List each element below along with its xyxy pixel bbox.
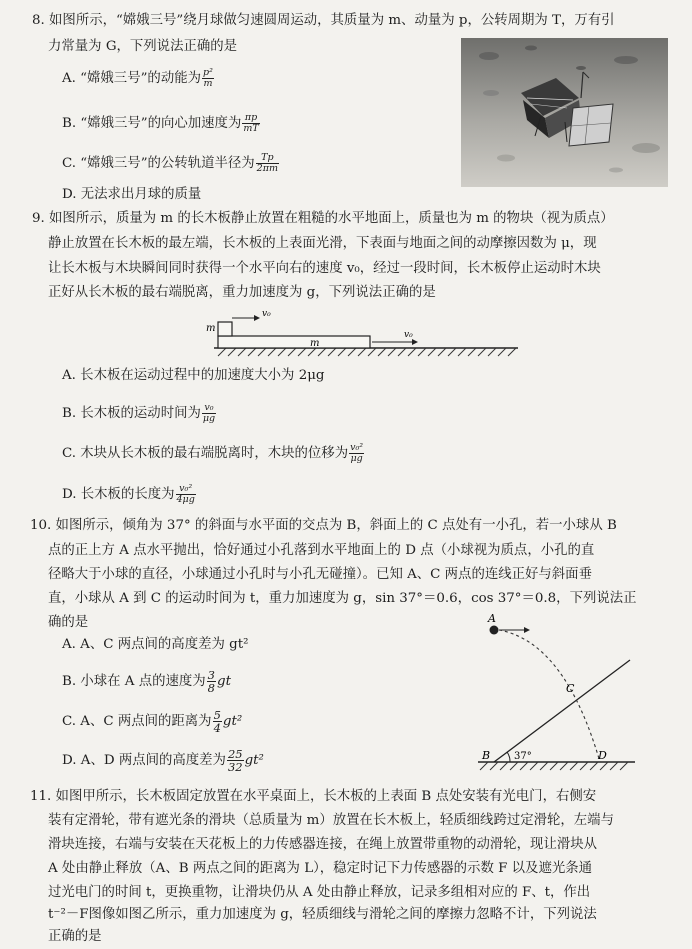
incline-projectile-diagram: [470, 612, 640, 777]
q10-option-d-unit: gt²: [244, 753, 264, 768]
q8-option-b-text: B. “嫦娥三号”的向心加速度为: [62, 116, 242, 131]
q9-option-d[interactable]: [62, 484, 197, 505]
q10-option-c-text: C. A、C 两点间的距离为: [62, 714, 212, 729]
q10-option-d-text: D. A、D 两点间的高度差为: [62, 753, 226, 768]
q8-option-a-text: A. “嫦娥三号”的动能为: [62, 71, 201, 86]
q10-option-b-unit: gt: [217, 674, 231, 689]
point-c-label: C: [566, 682, 575, 695]
q10-option-b-text: B. 小球在 A 点的速度为: [62, 674, 206, 689]
q10-option-b-fraction: $\frac{3}{8}$: [207, 668, 215, 695]
q10-option-b[interactable]: [62, 669, 231, 694]
q8-option-a-fraction: $\frac{\text{p²}}{m}$: [203, 67, 213, 89]
q11-stem-line5: 过光电门的时间 t，更换重物，让滑块仍从 A 处由静止释放，记录多组相对应的 F、t，作出: [48, 885, 591, 900]
angle-arc: [507, 752, 510, 762]
q9-stem-line3: 让长木板与木块瞬间同时获得一个水平向右的速度 v₀，经过一段时间，长木板停止运动时木块: [48, 261, 601, 276]
board-velocity-label: v₀: [404, 330, 413, 340]
q8-option-b[interactable]: [62, 113, 261, 134]
q9-stem-line1: 9. 如图所示，质量为 m 的长木板静止放置在粗糙的水平地面上，质量也为 m 的物块（视为质点）: [32, 211, 614, 226]
q9-option-b-fraction: $\frac{\text{v₀}}{\mu g}$: [202, 402, 216, 424]
q8-option-c-fraction: $\frac{Tp}{2\pi m}$: [256, 152, 278, 174]
ball-a: [490, 626, 499, 635]
small-block: [218, 322, 232, 336]
point-d-label: D: [598, 749, 607, 762]
q9-option-d-fraction: $\frac{\text{v₀²}}{4\mu g}$: [176, 483, 195, 505]
q8-stem-line1: 8. 如图所示，“嫦娥三号”绕月球做匀速圆周运动，其质量为 m、动量为 p，公转周期为 T，万有引: [32, 13, 615, 28]
q10-option-c[interactable]: [62, 709, 242, 734]
point-b-label: B: [482, 749, 491, 762]
q10-stem-line1: 10. 如图所示，倾角为 37° 的斜面与水平面的交点为 B，斜面上的 C 点处有一小孔，若一小球从 B: [30, 518, 617, 533]
trajectory-path: [499, 630, 600, 762]
q9-stem-line4: 正好从长木板的最右端脱离，重力加速度为 g，下列说法正确的是: [48, 285, 436, 300]
q10-option-d-fraction: $\frac{25}{32}$: [227, 747, 243, 774]
q9-option-c[interactable]: [62, 443, 365, 464]
q11-stem-line4: A 处由静止释放（A、B 两点之间的距离为 L），稳定时记下力传感器的示数 F 以及遮光条通: [48, 861, 593, 876]
angle-label: 37°: [514, 751, 532, 762]
q11-stem-line7: 正确的是: [48, 929, 102, 944]
block-mass-label: m: [206, 323, 216, 334]
q10-stem-line4: 直，小球从 A 到 C 的运动时间为 t，重力加速度为 g，sin 37°＝0.6，cos 37°＝0.8，下列说法正: [48, 591, 637, 606]
q9-option-b-text: B. 长木板的运动时间为: [62, 406, 201, 421]
q8-option-b-fraction: $\frac{\pi p}{mT}$: [243, 112, 259, 134]
q11-stem-line1: 11. 如图甲所示，长木板固定放置在水平桌面上，长木板的上表面 B 点处安装有光电门，右侧安: [30, 789, 597, 804]
point-a-label: A: [488, 612, 496, 625]
q10-stem-line5: 确的是: [48, 615, 89, 630]
ground-hatching: [218, 348, 516, 356]
long-board: [218, 336, 370, 348]
q11-stem-line6: t⁻²－F图像如图乙所示，重力加速度为 g，轻质细线与滑轮之间的摩擦力忽略不计，下列说法: [48, 907, 597, 922]
q8-option-d[interactable]: D. 无法求出月球的质量: [62, 187, 202, 202]
q8-option-c[interactable]: [62, 153, 280, 174]
board-block-diagram: [200, 308, 525, 366]
q9-option-d-text: D. 长木板的长度为: [62, 487, 175, 502]
q10-option-a[interactable]: A. A、C 两点间的高度差为 gt²: [62, 637, 249, 652]
q8-option-c-text: C. “嫦娥三号”的公转轨道半径为: [62, 156, 255, 171]
block-velocity-label: v₀: [262, 309, 271, 319]
lunar-satellite-photo: [461, 38, 668, 187]
q10-option-c-unit: gt²: [222, 714, 243, 729]
q10-ground-hatching: [480, 762, 628, 770]
q11-stem-line2: 装有定滑轮，带有遮光条的滑块（总质量为 m）放置在长木板上，轻质细线跨过定滑轮，左端与: [48, 813, 614, 828]
q9-option-a[interactable]: A. 长木板在运动过程中的加速度大小为 2μg: [62, 368, 325, 383]
board-mass-label: m: [310, 338, 320, 349]
q9-stem-line2: 静止放置在长木板的最左端，长木板的上表面光滑，下表面与地面之间的动摩擦因数为 μ，现: [48, 236, 597, 251]
q10-stem-line3: 径略大于小球的直径，小球通过小孔时与小孔无碰撞）。已知 A、C 两点的连线正好与斜面垂: [48, 567, 592, 582]
q10-option-d[interactable]: [62, 748, 264, 773]
q8-option-a[interactable]: [62, 68, 215, 89]
q10-option-c-fraction: $\frac{5}{4}$: [213, 708, 221, 735]
q9-option-b[interactable]: [62, 403, 217, 424]
q11-stem-line3: 滑块连接，右端与安装在天花板上的力传感器连接，在绳上放置带重物的动滑轮，现让滑块从: [48, 837, 598, 852]
q10-stem-line2: 点的正上方 A 点水平抛出，恰好通过小孔落到水平地面上的 D 点（小球视为质点，小孔的直: [48, 543, 595, 558]
q9-option-c-fraction: $\frac{\text{v₀²}}{\mu g}$: [350, 442, 364, 464]
q8-stem-line2: 力常量为 G，下列说法正确的是: [48, 39, 238, 54]
q9-option-c-text: C. 木块从长木板的最右端脱离时，木块的位移为: [62, 446, 349, 461]
